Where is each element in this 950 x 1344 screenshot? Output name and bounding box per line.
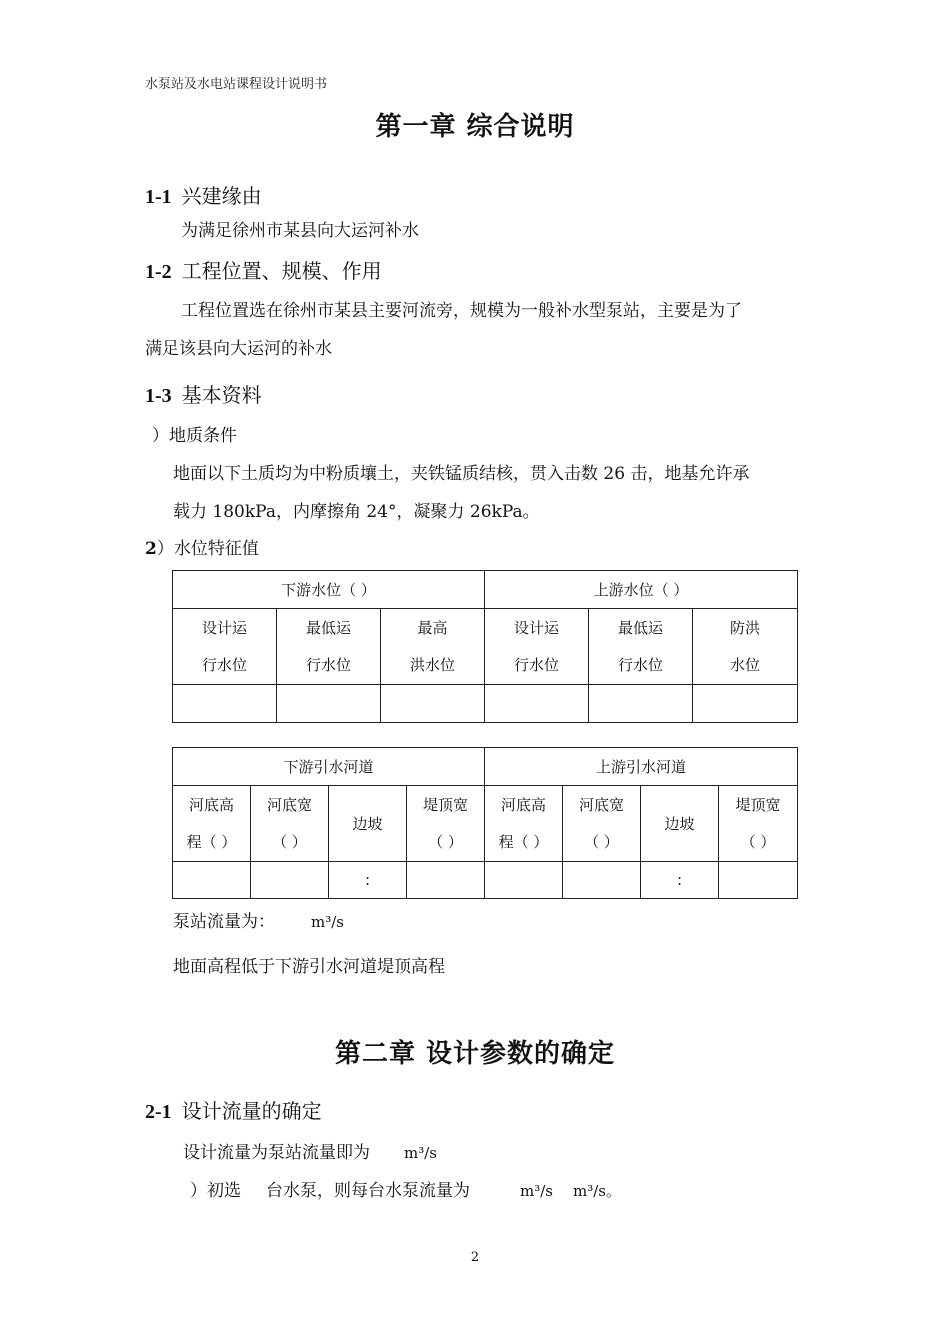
pump-flow-unit: m³/s。 [573,1182,621,1200]
pump-flow-unit: m³/s [520,1182,553,1200]
table-cell [407,862,485,899]
table-cell [173,862,251,899]
table-cell [381,685,485,723]
group-header-upstream: 上游水位（ ） [485,571,798,609]
column-header-bed-width: 河底宽 （ ） [251,786,329,862]
column-header-bed-width: 河底宽 （ ） [563,786,641,862]
table-cell [277,685,381,723]
list-number: 2 [145,539,157,559]
chapter-2-title: 第二章 设计参数的确定 [334,1039,616,1069]
flow-line [173,904,344,941]
column-header: 最低运 行水位 [589,609,693,685]
list-text: ）水位特征值 [156,539,259,559]
section-number: 1-2 [145,261,172,283]
design-flow-text: 设计流量为泵站流量即为 [183,1143,370,1163]
group-header-downstream-channel: 下游引水河道 [173,748,485,786]
section-1-2-heading [145,255,382,284]
list-item-water-levels [145,531,259,568]
flow-unit: m³/s [311,913,344,931]
pump-selection-prefix: ）初选 [190,1181,241,1201]
page-number: 2 [470,1250,480,1265]
running-header: 水泵站及水电站课程设计说明书 [145,77,328,92]
table-cell [251,862,329,899]
table-cell [589,685,693,723]
list-item-geology: ）地质条件 [152,426,237,446]
section-number: 2-1 [145,1101,172,1123]
pump-selection-line [190,1173,621,1210]
ground-note: 地面高程低于下游引水河道堤顶高程 [173,957,445,977]
group-header-downstream: 下游水位（ ） [173,571,485,609]
table-cell [719,862,798,899]
design-flow-unit: m³/s [404,1144,437,1162]
section-2-1-heading [145,1095,322,1124]
water-level-table [172,570,798,723]
column-header-bed-elevation: 河底高 程（ ） [173,786,251,862]
table-cell [563,862,641,899]
column-header: 设计运 行水位 [173,609,277,685]
table-cell-slope: : [329,862,407,899]
column-header: 设计运 行水位 [485,609,589,685]
table-cell-slope: : [641,862,719,899]
section-title: 设计流量的确定 [181,1099,322,1123]
section-number: 1-3 [145,385,172,407]
chapter-1-title: 第一章 综合说明 [375,112,575,142]
pump-selection-text: 台水泵，则每台水泵流量为 [266,1181,470,1201]
column-header-crest-width: 堤顶宽 （ ） [719,786,798,862]
section-title: 基本资料 [181,383,262,407]
paragraph-line: 工程位置选在徐州市某县主要河流旁，规模为一般补水型泵站，主要是为了 [181,301,742,321]
column-header-crest-width: 堤顶宽 （ ） [407,786,485,862]
design-flow-line [183,1135,437,1172]
column-header: 最低运 行水位 [277,609,381,685]
section-1-1-heading [145,180,262,209]
section-title: 兴建缘由 [181,184,262,208]
column-header: 防洪 水位 [693,609,798,685]
paragraph-line: 地面以下土质均为中粉质壤土，夹铁锰质结核，贯入击数 26 击，地基允许承 [173,464,750,484]
group-header-upstream-channel: 上游引水河道 [485,748,798,786]
column-header-slope: 边坡 [641,786,719,862]
table-cell [485,862,563,899]
section-number: 1-1 [145,186,172,208]
channel-table [172,747,798,899]
paragraph: 为满足徐州市某县向大运河补水 [181,221,419,241]
column-header-slope: 边坡 [329,786,407,862]
paragraph-line: 满足该县向大运河的补水 [145,339,332,359]
paragraph-line: 载力 180kPa，内摩擦角 24°，凝聚力 26kPa。 [173,502,540,522]
column-header: 最高 洪水位 [381,609,485,685]
section-title: 工程位置、规模、作用 [181,259,382,283]
table-cell [485,685,589,723]
column-header-bed-elevation: 河底高 程（ ） [485,786,563,862]
section-1-3-heading [145,379,262,408]
flow-label: 泵站流量为： [173,912,275,932]
table-cell [173,685,277,723]
table-cell [693,685,798,723]
